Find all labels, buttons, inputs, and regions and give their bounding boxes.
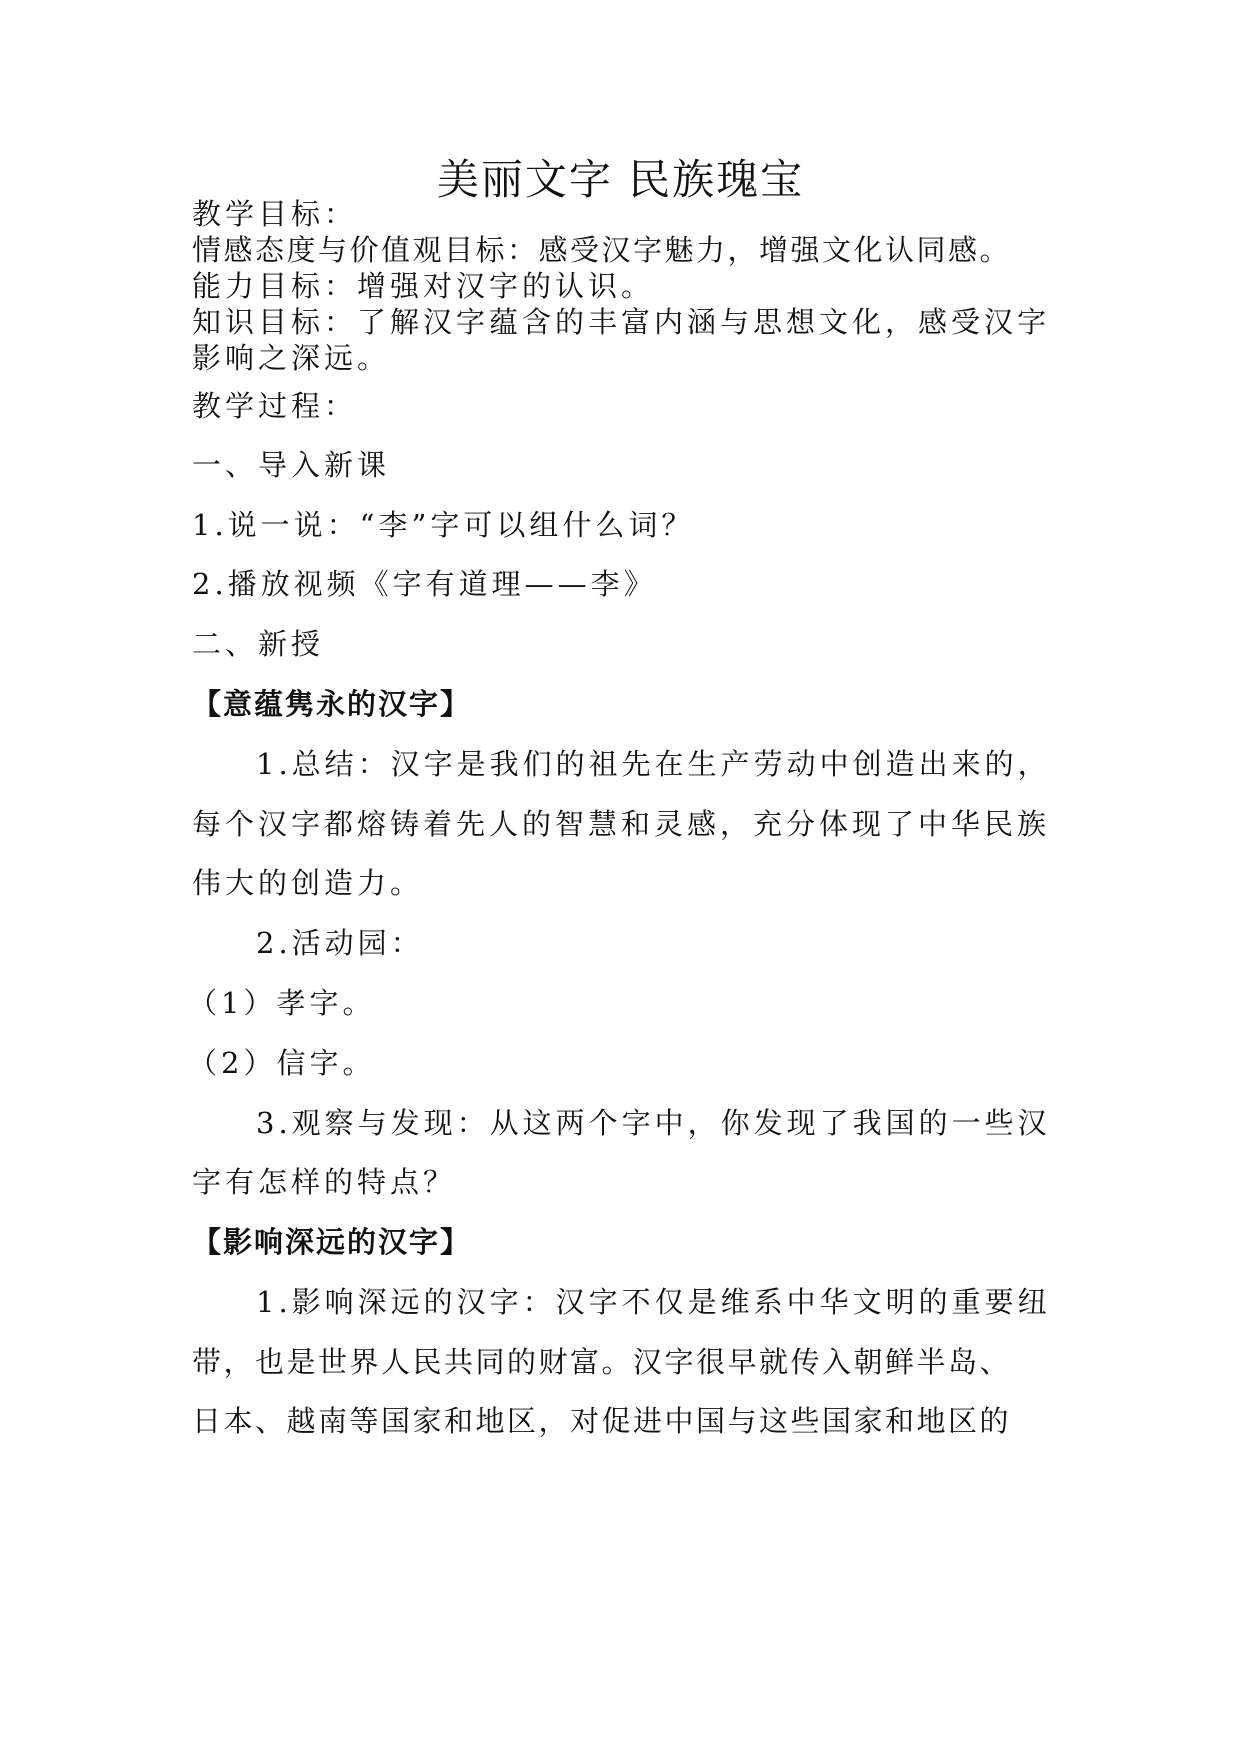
part1-item-1: 1.说一说：“李”字可以组什么词？ [192,508,695,542]
process-heading: 教学过程： [192,389,358,423]
section2-para-line-3: 日本、越南等国家和地区，对促进中国与这些国家和地区的 [192,1404,1012,1438]
objective-emotion: 情感态度与价值观目标：感受汉字魅力，增强文化认同感。 [192,233,1012,267]
objective-knowledge-line-2: 影响之深远。 [192,341,391,375]
section1-summary-line-3: 伟大的创造力。 [192,866,424,900]
section1-heading: 【意蕴隽永的汉字】 [192,687,472,721]
section1-activity: 2.活动园： [256,926,424,960]
section1-activity-item-1: （1）孝字。 [188,986,376,1020]
section2-para-line-1: 1.影响深远的汉字：汉字不仅是维系中华文明的重要纽 [256,1285,1051,1319]
part1-item-2: 2.播放视频《字有道理——李》 [192,567,657,601]
objective-knowledge-line-1: 知识目标：了解汉字蕴含的丰富内涵与思想文化，感受汉字 [192,305,1051,339]
part2-heading: 二、新授 [192,627,325,661]
section1-observe-line-1: 3.观察与发现：从这两个字中，你发现了我国的一些汉 [256,1106,1051,1140]
section1-activity-item-2: （2）信字。 [188,1046,376,1080]
section2-heading: 【影响深远的汉字】 [192,1225,472,1259]
section1-summary-line-2: 每个汉字都熔铸着先人的智慧和灵感，充分体现了中华民族 [192,807,1051,841]
section2-para-line-2: 带，也是世界人民共同的财富。汉字很早就传入朝鲜半岛、 [192,1345,1012,1379]
objectives-heading: 教学目标： [192,197,358,231]
part1-heading: 一、导入新课 [192,448,391,482]
objective-ability: 能力目标：增强对汉字的认识。 [192,269,655,303]
section1-summary-line-1: 1.总结：汉字是我们的祖先在生产劳动中创造出来的， [256,747,1051,781]
section1-observe-line-2: 字有怎样的特点？ [192,1165,457,1199]
document-title: 美丽文字 民族瑰宝 [436,155,805,204]
